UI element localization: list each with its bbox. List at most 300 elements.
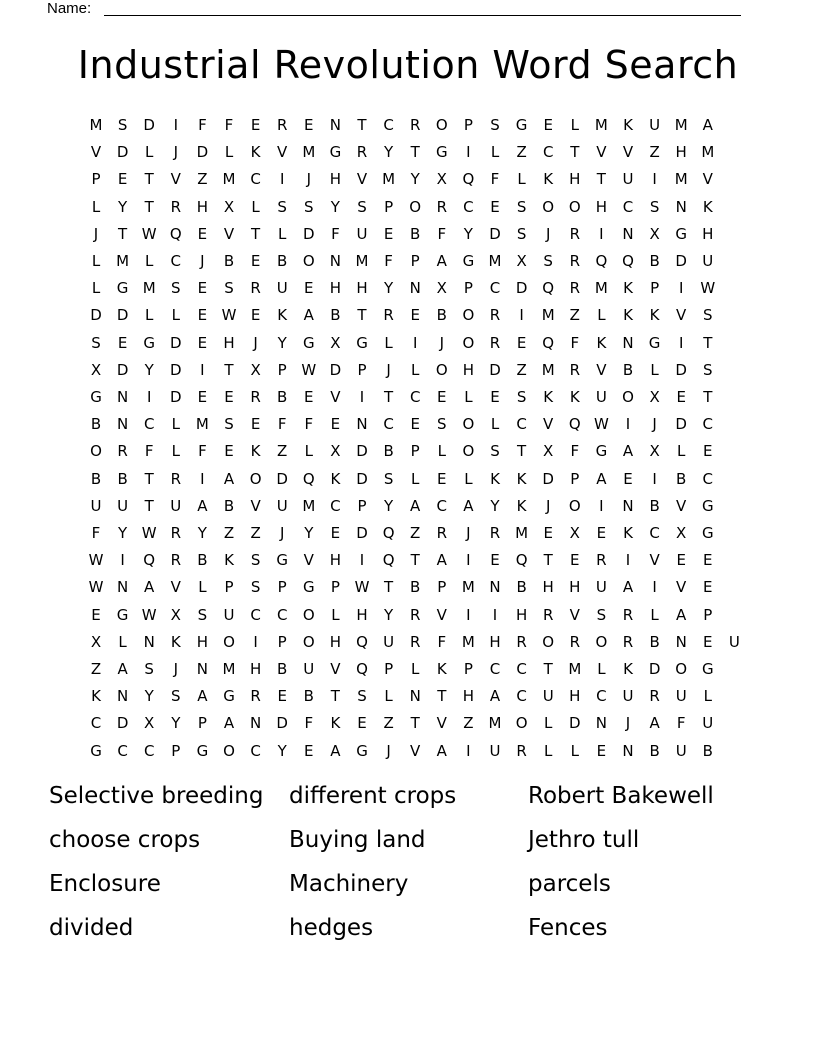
grid-letter: G — [196, 741, 209, 760]
grid-letter: K — [649, 306, 660, 325]
grid-letter: S — [516, 388, 527, 406]
grid-letter: J — [306, 170, 312, 189]
grid-letter: S — [543, 252, 553, 270]
grid-letter: E — [703, 442, 713, 461]
grid-letter: V — [569, 605, 580, 624]
grid-letter: A — [622, 442, 634, 461]
grid-letter: F — [676, 714, 686, 733]
grid-letter: D — [276, 469, 288, 488]
grid-letter: T — [144, 469, 154, 488]
grid-letter: V — [436, 714, 447, 733]
grid-letter: J — [386, 741, 391, 760]
grid-letter: J — [200, 252, 205, 270]
grid-letter: N — [116, 578, 129, 597]
grid-letter: E — [490, 197, 500, 216]
grid-letter: K — [250, 143, 261, 162]
grid-letter: F — [331, 224, 340, 243]
grid-letter: Z — [410, 524, 421, 542]
grid-letter: P — [463, 279, 473, 298]
grid-letter: S — [171, 279, 181, 298]
grid-letter: S — [250, 578, 261, 597]
grid-letter: L — [145, 252, 154, 270]
grid-letter: N — [595, 714, 607, 733]
grid-letter: G — [90, 388, 102, 406]
grid-letter: E — [437, 469, 447, 488]
grid-letter: J — [386, 360, 391, 379]
grid-letter: F — [144, 442, 154, 461]
grid-letter: H — [489, 632, 501, 651]
grid-letter: D — [116, 306, 129, 325]
grid-letter: L — [171, 442, 180, 461]
grid-letter: O — [622, 388, 634, 406]
grid-letter: D — [489, 360, 501, 379]
grid-letter: V — [250, 496, 261, 515]
grid-letter: T — [410, 714, 420, 733]
grid-letter: I — [253, 632, 258, 651]
grid-letter: Y — [304, 524, 314, 542]
word-list-item: Selective breeding — [49, 783, 264, 809]
grid-letter: W — [221, 306, 237, 325]
grid-letter: L — [650, 360, 659, 379]
grid-letter: K — [330, 469, 341, 488]
grid-letter: P — [650, 279, 660, 298]
grid-letter: U — [276, 496, 288, 515]
grid-letter: M — [461, 578, 475, 597]
grid-letter: P — [357, 496, 367, 515]
grid-letter: Q — [595, 252, 608, 270]
grid-letter: Q — [462, 170, 475, 189]
word-list-item: parcels — [528, 871, 611, 897]
grid-letter: I — [466, 605, 471, 624]
grid-letter: F — [304, 415, 314, 434]
grid-letter: L — [171, 415, 180, 434]
grid-letter: T — [357, 306, 367, 325]
grid-letter: K — [250, 442, 261, 461]
grid-letter: G — [435, 143, 448, 162]
grid-letter: G — [701, 496, 714, 515]
grid-letter: D — [170, 388, 182, 406]
grid-letter: V — [410, 741, 421, 760]
grid-letter: I — [466, 551, 471, 570]
grid-letter: U — [356, 224, 368, 243]
grid-letter: K — [490, 469, 500, 488]
grid-letter: E — [224, 388, 234, 406]
grid-letter: T — [410, 551, 420, 570]
grid-letter: C — [409, 388, 421, 406]
grid-letter: N — [116, 388, 129, 406]
grid-letter: J — [439, 333, 445, 352]
grid-letter: G — [276, 551, 288, 570]
grid-letter: D — [675, 415, 687, 434]
grid-letter: V — [649, 551, 660, 570]
grid-letter: L — [677, 442, 686, 461]
grid-letter: C — [489, 660, 501, 678]
grid-letter: T — [596, 170, 606, 189]
word-list-item: hedges — [289, 915, 374, 941]
grid-letter: M — [541, 306, 555, 325]
grid-letter: R — [383, 306, 394, 325]
grid-letter: C — [489, 279, 501, 298]
grid-letter: U — [702, 714, 714, 733]
grid-letter: V — [356, 170, 368, 189]
grid-letter: U — [303, 660, 315, 678]
grid-letter: M — [674, 116, 688, 134]
grid-letter: E — [703, 632, 713, 651]
grid-letter: E — [224, 442, 234, 461]
grid-letter: O — [595, 632, 608, 651]
grid-letter: C — [250, 605, 261, 624]
grid-letter: B — [223, 252, 235, 270]
grid-letter: D — [116, 143, 129, 162]
grid-letter: R — [276, 116, 288, 134]
grid-letter: Y — [118, 524, 128, 542]
grid-letter: E — [197, 388, 208, 406]
grid-letter: L — [464, 469, 473, 488]
grid-letter: T — [517, 442, 527, 461]
grid-letter: U — [649, 116, 661, 134]
grid-letter: R — [569, 360, 581, 379]
grid-letter: K — [543, 388, 554, 406]
grid-letter: I — [492, 605, 498, 624]
grid-letter: L — [597, 306, 606, 325]
grid-letter: E — [543, 524, 553, 542]
grid-letter: E — [250, 116, 261, 134]
grid-letter: R — [250, 279, 261, 298]
grid-letter: I — [599, 224, 604, 243]
grid-letter: V — [303, 551, 314, 570]
grid-letter: E — [117, 170, 128, 189]
grid-letter: N — [116, 687, 129, 706]
grid-letter: A — [223, 469, 235, 488]
grid-letter: Y — [384, 279, 394, 298]
grid-letter: R — [409, 116, 421, 134]
grid-letter: X — [436, 279, 447, 298]
grid-letter: L — [278, 224, 287, 243]
grid-letter: D — [542, 469, 554, 488]
grid-letter: R — [436, 524, 448, 542]
grid-letter: J — [545, 224, 551, 243]
grid-letter: B — [117, 469, 128, 488]
grid-letter: E — [703, 551, 713, 570]
grid-letter: T — [384, 388, 394, 406]
grid-letter: S — [490, 116, 500, 134]
grid-letter: C — [330, 496, 341, 515]
grid-letter: N — [409, 687, 421, 706]
grid-letter: F — [437, 632, 447, 651]
grid-letter: M — [568, 660, 582, 678]
grid-letter: M — [89, 116, 103, 134]
grid-letter: Q — [382, 524, 395, 542]
grid-letter: Y — [384, 496, 394, 515]
grid-letter: I — [200, 469, 205, 488]
grid-letter: Z — [277, 442, 288, 461]
grid-letter: T — [144, 197, 154, 216]
grid-letter: R — [569, 632, 581, 651]
grid-letter: L — [91, 197, 101, 216]
grid-letter: M — [142, 279, 156, 298]
grid-letter: G — [595, 442, 608, 461]
grid-letter: E — [490, 388, 500, 406]
grid-letter: E — [543, 116, 553, 134]
grid-letter: X — [569, 524, 580, 542]
grid-letter: P — [224, 578, 234, 597]
grid-letter: C — [596, 687, 607, 706]
grid-letter: I — [466, 143, 471, 162]
grid-letter: P — [197, 714, 207, 733]
grid-letter: S — [357, 687, 367, 706]
grid-letter: T — [703, 333, 713, 352]
grid-letter: V — [277, 143, 288, 162]
grid-letter: D — [116, 360, 129, 379]
grid-letter: L — [171, 306, 180, 325]
grid-letter: T — [410, 143, 420, 162]
grid-letter: W — [88, 578, 104, 597]
grid-letter: C — [90, 714, 102, 733]
grid-letter: Q — [382, 551, 395, 570]
grid-letter: E — [623, 469, 633, 488]
grid-letter: P — [410, 442, 420, 461]
grid-letter: V — [543, 415, 554, 434]
grid-letter: L — [411, 469, 420, 488]
grid-letter: B — [277, 660, 288, 678]
grid-letter: D — [648, 660, 661, 678]
grid-letter: C — [250, 741, 261, 760]
grid-letter: L — [91, 279, 101, 298]
grid-letter: K — [623, 116, 633, 134]
grid-letter: C — [383, 116, 394, 134]
grid-letter: H — [329, 632, 342, 651]
grid-letter: L — [411, 360, 420, 379]
grid-letter: N — [622, 496, 634, 515]
grid-letter: O — [568, 197, 581, 216]
grid-letter: V — [170, 170, 181, 189]
grid-letter: K — [277, 306, 288, 325]
grid-letter: E — [410, 415, 420, 434]
grid-letter: D — [356, 469, 368, 488]
grid-letter: T — [384, 578, 394, 597]
grid-letter: G — [701, 524, 714, 542]
grid-letter: S — [224, 279, 234, 298]
grid-letter: S — [383, 469, 394, 488]
grid-letter: M — [461, 632, 475, 651]
grid-letter: D — [196, 143, 209, 162]
grid-letter: R — [409, 632, 421, 651]
grid-letter: G — [648, 333, 661, 352]
grid-letter: B — [649, 252, 660, 270]
grid-letter: R — [622, 632, 634, 651]
grid-letter: L — [118, 632, 127, 651]
grid-letter: H — [196, 197, 209, 216]
grid-letter: C — [516, 415, 527, 434]
grid-letter: Z — [197, 170, 208, 189]
grid-letter: L — [464, 388, 473, 406]
grid-letter: Z — [250, 524, 261, 542]
grid-letter: C — [622, 197, 634, 216]
grid-letter: N — [409, 279, 421, 298]
grid-letter: Y — [277, 333, 287, 352]
grid-letter: I — [173, 116, 179, 134]
grid-letter: E — [596, 741, 607, 760]
grid-letter: J — [173, 143, 179, 162]
grid-letter: E — [197, 224, 208, 243]
grid-letter: Q — [515, 551, 528, 570]
grid-letter: A — [144, 578, 155, 597]
grid-letter: P — [437, 578, 447, 597]
grid-letter: L — [145, 143, 154, 162]
grid-letter: A — [330, 741, 341, 760]
grid-letter: B — [90, 415, 102, 434]
grid-letter: O — [435, 116, 448, 134]
grid-letter: M — [594, 279, 608, 298]
grid-letter: O — [249, 469, 262, 488]
grid-letter: D — [675, 360, 687, 379]
grid-letter: C — [516, 660, 527, 678]
grid-letter: K — [330, 714, 341, 733]
grid-letter: N — [143, 632, 155, 651]
grid-letter: U — [595, 388, 607, 406]
grid-letter: C — [250, 170, 261, 189]
grid-letter: W — [301, 360, 317, 379]
grid-letter: L — [490, 143, 500, 162]
grid-letter: A — [303, 306, 314, 325]
grid-letter: V — [676, 306, 687, 325]
grid-letter: D — [116, 714, 129, 733]
grid-letter: P — [277, 360, 287, 379]
grid-letter: A — [436, 741, 447, 760]
grid-letter: Y — [490, 496, 500, 515]
grid-letter: W — [700, 279, 716, 298]
grid-letter: X — [330, 442, 341, 461]
grid-letter: E — [490, 551, 500, 570]
grid-letter: L — [597, 660, 606, 678]
grid-letter: I — [652, 170, 657, 189]
grid-letter: F — [570, 442, 580, 461]
grid-letter: T — [330, 687, 340, 706]
grid-letter: L — [703, 687, 712, 706]
grid-letter: W — [141, 224, 157, 243]
grid-letter: I — [466, 741, 471, 760]
grid-letter: Q — [356, 632, 368, 651]
grid-letter: R — [117, 442, 128, 461]
grid-letter: M — [488, 252, 502, 270]
grid-letter: W — [354, 578, 370, 597]
word-list-item: choose crops — [49, 827, 201, 853]
grid-letter: S — [224, 415, 234, 434]
grid-letter: L — [145, 306, 154, 325]
grid-letter: M — [701, 143, 715, 162]
grid-letter: O — [435, 360, 448, 379]
grid-letter: U — [622, 170, 634, 189]
grid-letter: U — [675, 741, 687, 760]
grid-letter: A — [197, 496, 208, 515]
grid-letter: T — [118, 224, 128, 243]
grid-letter: K — [224, 551, 234, 570]
grid-letter: I — [625, 551, 631, 570]
grid-letter: X — [436, 170, 447, 189]
grid-letter: C — [117, 741, 128, 760]
grid-letter: C — [702, 415, 714, 434]
grid-letter: S — [596, 605, 607, 624]
grid-letter: H — [462, 360, 475, 379]
grid-letter: E — [304, 116, 314, 134]
grid-letter: A — [197, 687, 208, 706]
grid-letter: S — [171, 687, 181, 706]
grid-letter: C — [143, 741, 155, 760]
grid-letter: K — [623, 279, 633, 298]
grid-letter: Y — [144, 687, 154, 706]
grid-letter: Z — [569, 306, 580, 325]
grid-letter: B — [90, 469, 102, 488]
grid-letter: P — [330, 578, 340, 597]
grid-letter: L — [544, 714, 553, 733]
grid-letter: R — [516, 741, 527, 760]
grid-letter: A — [436, 252, 447, 270]
grid-letter: X — [144, 714, 155, 733]
grid-letter: Y — [171, 714, 181, 733]
grid-letter: F — [277, 415, 287, 434]
grid-letter: R — [489, 333, 501, 352]
grid-letter: Q — [169, 224, 182, 243]
grid-letter: X — [90, 360, 102, 379]
grid-letter: P — [357, 360, 367, 379]
grid-letter: N — [622, 741, 634, 760]
grid-letter: E — [357, 714, 367, 733]
grid-letter: H — [542, 578, 554, 597]
grid-letter: M — [116, 252, 130, 270]
grid-letter: R — [436, 197, 448, 216]
grid-letter: R — [569, 252, 581, 270]
grid-letter: A — [702, 116, 713, 134]
grid-letter: O — [462, 333, 475, 352]
grid-letter: Z — [516, 360, 527, 379]
grid-letter: M — [302, 143, 316, 162]
grid-letter: Y — [463, 224, 473, 243]
grid-letter: G — [143, 333, 155, 352]
grid-letter: P — [91, 170, 101, 189]
grid-letter: E — [516, 333, 527, 352]
grid-letter: S — [703, 306, 713, 325]
grid-letter: Y — [277, 741, 287, 760]
grid-letter: H — [462, 687, 475, 706]
grid-letter: T — [357, 116, 367, 134]
grid-letter: J — [173, 660, 179, 678]
grid-letter: E — [250, 306, 261, 325]
grid-letter: I — [359, 388, 365, 406]
grid-letter: F — [304, 714, 314, 733]
grid-letter: G — [116, 279, 129, 298]
grid-letter: M — [382, 170, 396, 189]
grid-letter: U — [675, 687, 687, 706]
grid-letter: X — [649, 224, 660, 243]
grid-letter: H — [569, 687, 581, 706]
grid-letter: N — [622, 224, 634, 243]
grid-letter: M — [488, 714, 502, 733]
grid-letter: Q — [356, 660, 368, 678]
grid-letter: L — [304, 442, 313, 461]
grid-letter: C — [542, 143, 554, 162]
grid-letter: E — [304, 279, 314, 298]
grid-letter: I — [652, 578, 657, 597]
grid-letter: I — [678, 333, 684, 352]
grid-letter: U — [383, 632, 395, 651]
grid-letter: Q — [568, 415, 581, 434]
grid-letter: B — [436, 306, 447, 325]
grid-letter: L — [650, 605, 659, 624]
grid-letter: B — [223, 496, 235, 515]
grid-letter: L — [544, 741, 553, 760]
grid-letter: O — [409, 197, 422, 216]
grid-letter: U — [276, 279, 288, 298]
